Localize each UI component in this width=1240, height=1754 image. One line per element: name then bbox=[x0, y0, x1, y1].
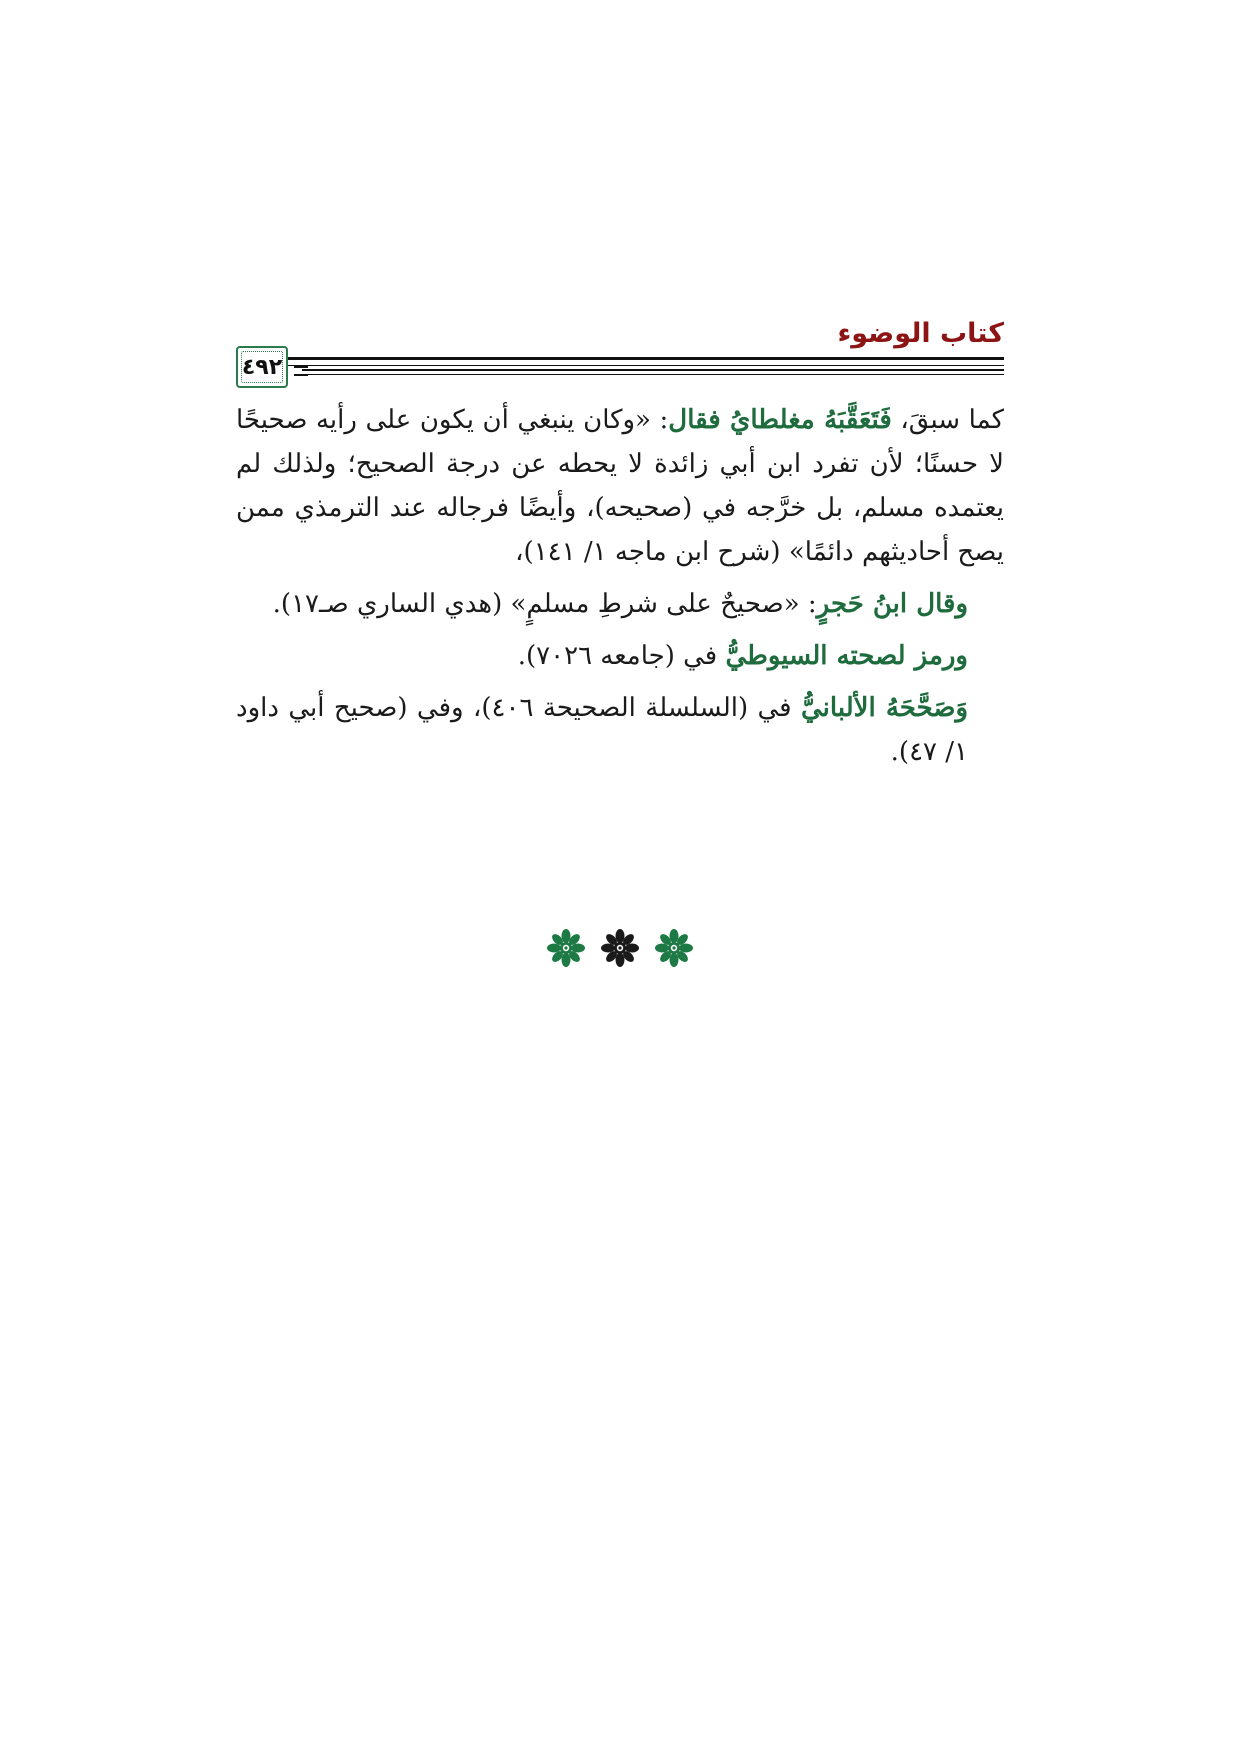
highlighted-name: فَتَعَقَّبَهُ مغلطايُ فقال bbox=[668, 405, 892, 435]
paragraph bbox=[236, 398, 1004, 574]
flower-ornament-icon bbox=[600, 928, 640, 968]
highlighted-name: وَصَحَّحَهُ الألبانيُّ bbox=[801, 693, 968, 723]
flower-ornament-icon bbox=[546, 928, 586, 968]
section-end-ornaments bbox=[0, 918, 1240, 978]
page-header bbox=[236, 318, 1004, 388]
header-rule bbox=[236, 357, 1004, 360]
paragraph-text: في (جامعه ٧٠٢٦). bbox=[517, 641, 726, 671]
highlighted-name: ورمز لصحته السيوطيُّ bbox=[725, 641, 968, 671]
paragraph-text: كما سبقَ، bbox=[891, 405, 1004, 435]
paragraph bbox=[236, 582, 1004, 626]
header-rule bbox=[236, 365, 1004, 366]
book-title: كتاب الوضوء bbox=[837, 318, 1004, 349]
header-rule bbox=[302, 374, 1004, 375]
highlighted-name: وقال ابنُ حَجرٍ bbox=[816, 589, 968, 619]
paragraph-text: : «صحيحٌ على شرطِ مسلمٍ» (هدي الساري صـ١٧). bbox=[272, 589, 817, 619]
page-number-badge bbox=[236, 346, 288, 388]
paragraph bbox=[236, 686, 1004, 774]
page-body bbox=[236, 398, 1004, 782]
paragraph-text: في (السلسلة الصحيحة ٤٠٦)، وفي (صحيح أبي داود ١/ ٤٧). bbox=[236, 693, 968, 767]
flower-ornament-icon bbox=[654, 928, 694, 968]
header-rule bbox=[302, 369, 1004, 371]
paragraph-text: : «وكان ينبغي أن يكون على رأيه صحيحًا لا حسنًا؛ لأن تفرد ابن أبي زائدة لا يحطه عن درجة الصحيح؛ ولذلك لم يعتمده مسلم، بل خرَّجه في (صحيحه)، وأيضًا فرجاله عند الترمذي ممن يصح أحاديثهم دائمًا» (شرح ابن ماجه ١/ ١٤١)، bbox=[236, 405, 1004, 567]
paragraph bbox=[236, 634, 1004, 678]
page-number: ٤٩٢ bbox=[241, 354, 283, 380]
